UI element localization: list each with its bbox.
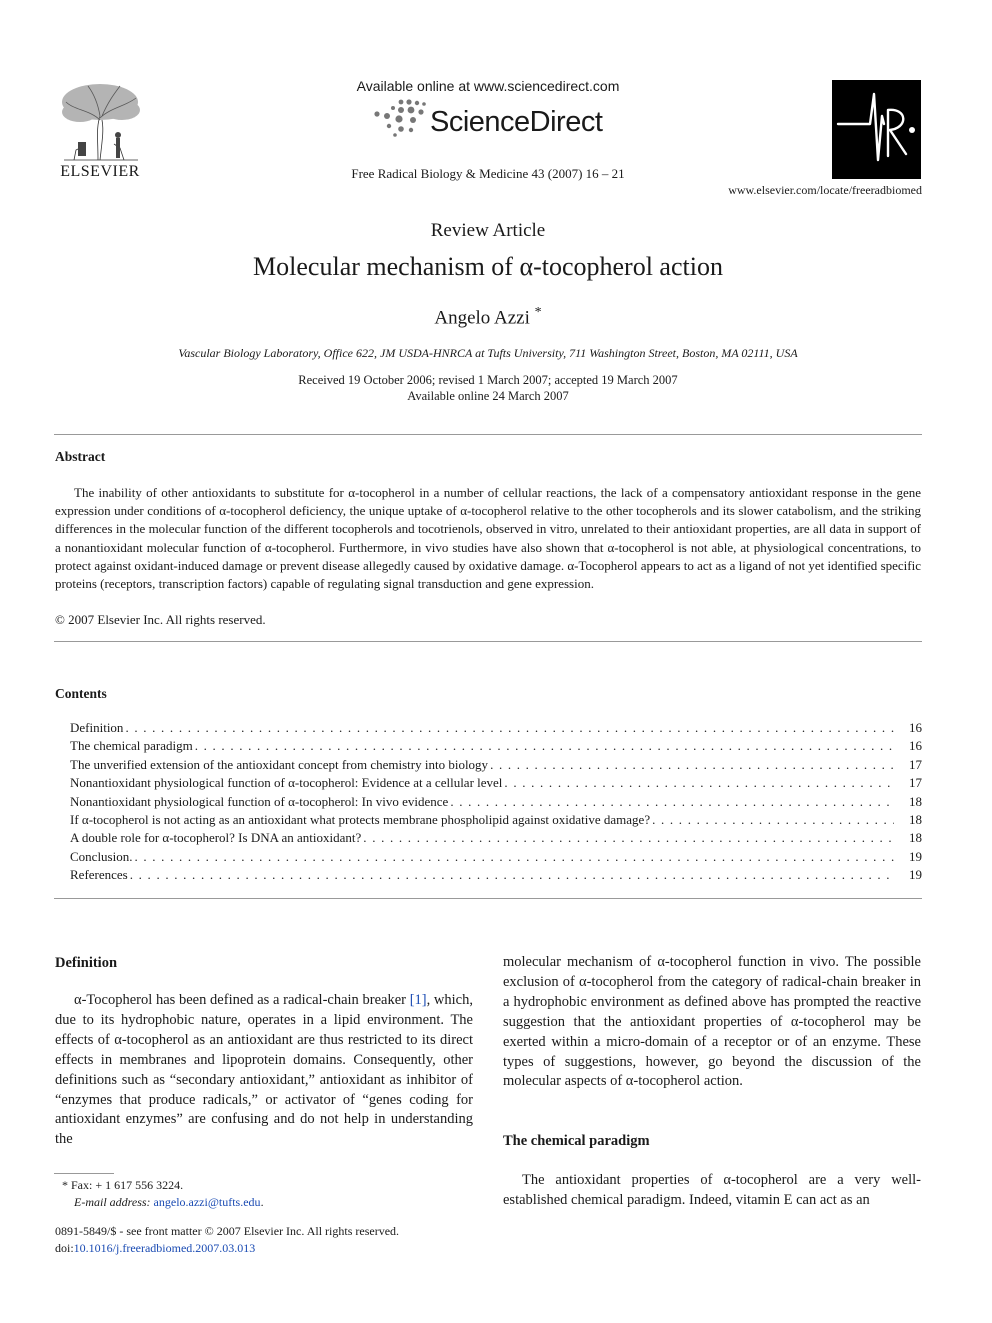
sciencedirect-dots-icon	[371, 98, 431, 138]
abstract-text: The inability of other antioxidants to substitute for α-tocopherol in a number of cellular reactions, the lack of a compensatory antioxidant response in the gene expression under conditions of α-tocopherol deficiency, the unique uptake of α-tocopherol relative to the other tocopherols and its slower catabolism, and the striking differences in the molecular function of the different tocopherols and tocotrienols, observed in vitro, unrelated to their antioxidant properties, are all data in support of a nonantioxidant molecular function of α-tocopherol. Furthermore, in vivo studies have also shown that α-tocopherol is not able, at physiological concentrations, to protect against oxidant-induced damage or prevent disease allegedly caused by oxidative damage. α-Tocopherol appears to act as a ligand of not yet identified specific proteins (receptors, transcription factors) capable of regulating signal transduction and gene expression.	[55, 485, 921, 592]
sciencedirect-wordmark: ScienceDirect	[430, 106, 603, 138]
toc-title[interactable]: Nonantioxidant physiological function of α-tocopherol: In vivo evidence	[70, 793, 449, 809]
section-heading-chemical-paradigm: The chemical paradigm	[503, 1133, 650, 1149]
toc-entry[interactable]	[70, 757, 922, 775]
toc-title[interactable]: References	[70, 867, 128, 883]
publisher-name: ELSEVIER	[60, 163, 140, 180]
toc-page-number: 19	[909, 848, 922, 864]
toc-entry[interactable]	[70, 812, 922, 830]
doi-line	[55, 1241, 255, 1256]
toc-entry[interactable]	[70, 794, 922, 812]
divider	[54, 641, 922, 642]
toc-entry[interactable]	[70, 867, 922, 885]
available-online-text: Available online at www.sciencedirect.com	[356, 78, 620, 94]
footnote-divider	[54, 1173, 114, 1174]
toc-leader	[125, 720, 894, 736]
toc-title[interactable]: Nonantioxidant physiological function of α-tocopherol: Evidence at a cellular level	[70, 775, 503, 791]
journal-citation: Free Radical Biology & Medicine 43 (2007) 16 – 21	[351, 166, 625, 181]
toc-title[interactable]: The chemical paradigm	[70, 738, 193, 754]
footnote-fax: * Fax: + 1 617 556 3224.	[62, 1178, 184, 1192]
toc-title[interactable]: Definition	[70, 720, 124, 735]
toc-page-number: 17	[909, 775, 922, 791]
paragraph-text: α-Tocopherol has been defined as a radical-chain breaker	[74, 992, 410, 1008]
journal-logo	[832, 80, 921, 179]
toc-leader	[504, 775, 894, 791]
toc-title[interactable]: Conclusion.	[70, 848, 133, 864]
chemical-paradigm-paragraph: The antioxidant properties of α-tocopherol are a very well-established chemical paradigm. Indeed, vitamin E can act as an	[503, 1172, 921, 1208]
section-heading-definition: Definition	[55, 955, 118, 971]
contents-heading: Contents	[55, 686, 107, 701]
toc-page-number: 18	[909, 793, 922, 809]
toc-leader	[363, 830, 894, 846]
toc-entry[interactable]	[70, 830, 922, 848]
doi-link[interactable]: 10.1016/j.freeradbiomed.2007.03.013	[73, 1241, 256, 1255]
abstract-heading: Abstract	[55, 449, 106, 464]
definition-paragraph-continued: molecular mechanism of α-tocopherol function in vivo. The possible exclusion of α-tocopherol from the category of radical-chain breaker in a hydrophobic environment as defined above has prompted the reactive suggestion that the antioxidant properties of α-tocopherol may be exerted within a micro-domain of a receptor or of an enzyme. These types of suggestions, however, go beyond the discussion of the molecular aspects of α-tocopherol action.	[503, 954, 921, 1090]
paragraph-text: , which, due to its hydrophobic nature, operates in a lipid environment. The effects of α-tocopherol as an antioxidant are thus restricted to its direct effects in membranes and lipoprotein domains. Consequently, other definitions such as “secondary antioxidant,” antioxidant as inhibitor of “enzymes that produce radicals,” or activator of “genes coding for antioxidant enzymes” are confusing and do not help in understanding the	[55, 992, 473, 1148]
received-dates: Received 19 October 2006; revised 1 March 2007; accepted 19 March 2007	[298, 373, 678, 387]
divider	[54, 434, 922, 435]
toc-title[interactable]: A double role for α-tocopherol? Is DNA an antioxidant?	[70, 830, 362, 846]
table-of-contents	[70, 720, 922, 886]
toc-page-number: 16	[909, 720, 922, 735]
definition-paragraph	[55, 991, 473, 1150]
toc-entry[interactable]	[70, 775, 922, 793]
toc-leader	[652, 812, 894, 828]
toc-entry[interactable]	[70, 738, 922, 756]
toc-page-number: 18	[909, 811, 922, 827]
doi-label: doi:	[55, 1241, 74, 1255]
available-online-date: Available online 24 March 2007	[407, 389, 569, 403]
toc-page-number: 16	[909, 738, 922, 754]
toc-leader	[134, 849, 894, 865]
reference-link[interactable]: [1]	[409, 992, 427, 1008]
article-type: Review Article	[430, 220, 546, 241]
author-line	[0, 305, 976, 329]
toc-leader	[130, 867, 894, 883]
divider	[54, 898, 922, 899]
article-title: Molecular mechanism of α-tocopherol action	[253, 252, 723, 281]
toc-title[interactable]: The unverified extension of the antioxidant concept from chemistry into biology	[70, 756, 489, 772]
toc-entry[interactable]	[70, 849, 922, 867]
email-link[interactable]: angelo.azzi@tufts.edu	[153, 1195, 261, 1209]
toc-page-number: 18	[909, 830, 922, 846]
toc-page-number: 17	[909, 756, 922, 772]
toc-leader	[490, 757, 894, 773]
author-footnote-mark[interactable]: *	[534, 305, 542, 320]
copyright-notice: © 2007 Elsevier Inc. All rights reserved.	[55, 612, 266, 627]
author-name[interactable]: Angelo Azzi	[434, 307, 530, 329]
email-label: E-mail address:	[74, 1195, 151, 1209]
footnote-email	[74, 1195, 264, 1210]
issn-line: 0891-5849/$ - see front matter © 2007 Elsevier Inc. All rights reserved.	[55, 1224, 400, 1238]
toc-entry[interactable]	[70, 720, 922, 738]
journal-url[interactable]: www.elsevier.com/locate/freeradbiomed	[728, 183, 922, 197]
toc-leader	[450, 794, 894, 810]
toc-leader	[195, 738, 894, 754]
email-period: .	[260, 1195, 264, 1209]
author-affiliation: Vascular Biology Laboratory, Office 622, JM USDA-HNRCA at Tufts University, 711 Washington Street, Boston, MA 02111, USA	[178, 346, 798, 360]
toc-title[interactable]: If α-tocopherol is not acting as an antioxidant what protects membrane phospholipid against oxidative damage?	[70, 811, 651, 827]
toc-page-number: 19	[909, 867, 922, 883]
